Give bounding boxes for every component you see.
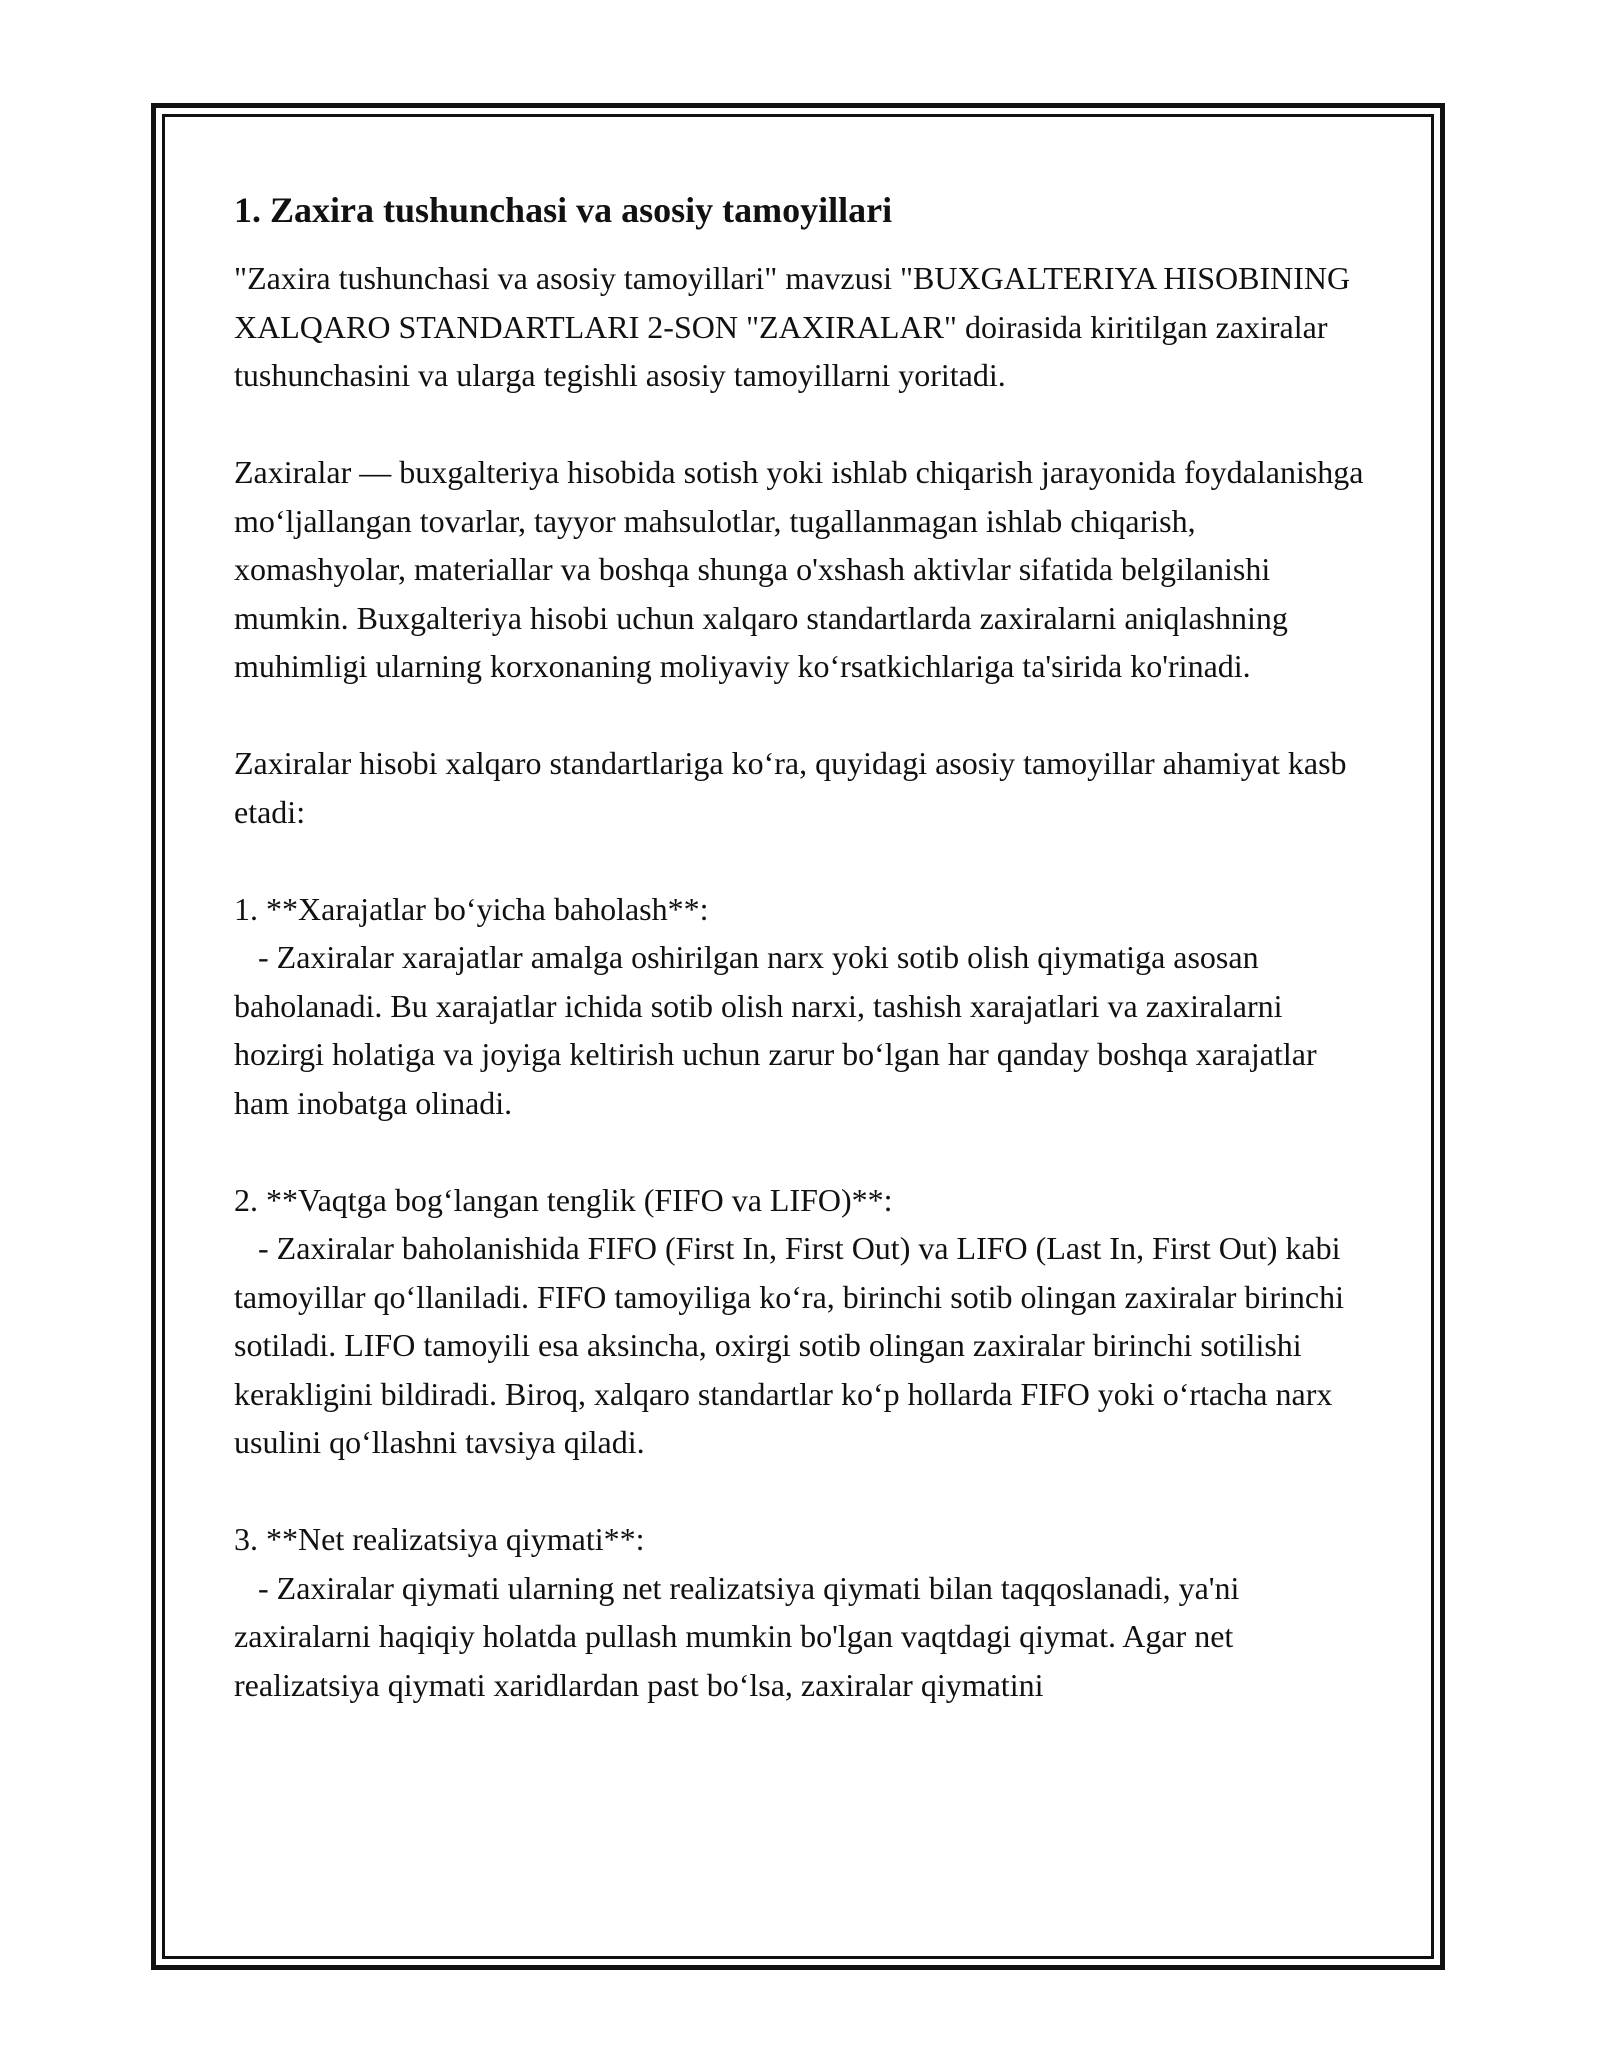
list-item-cost-valuation: 1. **Xarajatlar bo‘yicha baholash**: - Zaxiralar xarajatlar amalga oshirilgan narx yoki sotib olish qiymatiga asosan baholanadi. Bu xarajatlar ichida sotib olish narxi, tashish xarajatlari va zaxiralarni hozirgi holatiga va joyiga keltirish uchun zarur bo‘lgan har qanday boshqa xarajatlar ham inobatga olinadi.: [234, 890, 1317, 1121]
paragraph-definition: Zaxiralar — buxgalteriya hisobida sotish yoki ishlab chiqarish jarayonida foydalanishga mo‘ljallangan tovarlar, tayyor mahsulotlar, tugallanmagan ishlab chiqarish, xomashyolar, materiallar va boshqa shunga o'xshash aktivlar sifatida belgilanishi mumkin. Buxgalteriya hisobi uchun xalqaro standartlarda zaxiralarni aniqlashning muhimligi ularning korxonaning moliyaviy ko‘rsatkichlariga ta'sirida ko'rinadi.: [234, 454, 1372, 684]
paragraph-principles-intro: Zaxiralar hisobi xalqaro standartlariga ko‘ra, quyidagi asosiy tamoyillar ahamiyat kasb etadi:: [234, 745, 1355, 830]
section-heading: 1. Zaxira tushunchasi va asosiy tamoyillari: [234, 190, 893, 230]
list-item-net-realizable-value: 3. **Net realizatsiya qiymati**: - Zaxiralar qiymati ularning net realizatsiya qiymati bilan taqqoslanadi, ya'ni zaxiralarni haqiqiy holatda pullash mumkin bo'lgan vaqtdagi qiymat. Agar net realizatsiya qiymati xaridlardan past bo‘lsa, zaxiralar qiymatini: [234, 1521, 1240, 1703]
paragraph-intro: "Zaxira tushunchasi va asosiy tamoyillari" mavzusi "BUXGALTERIYA HISOBINING XALQARO STANDARTLARI 2-SON "ZAXIRALAR" doirasida kiritilgan zaxiralar tushunchasini va ularga tegishli asosiy tamoyillarni yoritadi.: [234, 260, 1359, 393]
list-item-fifo-lifo: 2. **Vaqtga bog‘langan tenglik (FIFO va LIFO)**: - Zaxiralar baholanishida FIFO (First In, First Out) va LIFO (Last In, First Out) kabi tamoyillar qo‘llaniladi. FIFO tamoyiliga ko‘ra, birinchi sotib olingan zaxiralar birinchi sotiladi. LIFO tamoyili esa aksincha, oxirgi sotib olingan zaxiralar birinchi sotilishi kerakligini bildiradi. Biroq, xalqaro standartlar ko‘p hollarda FIFO yoki o‘rtacha narx usulini qo‘llashni tavsiya qiladi.: [234, 1181, 1344, 1460]
document-body: [234, 186, 1370, 1709]
